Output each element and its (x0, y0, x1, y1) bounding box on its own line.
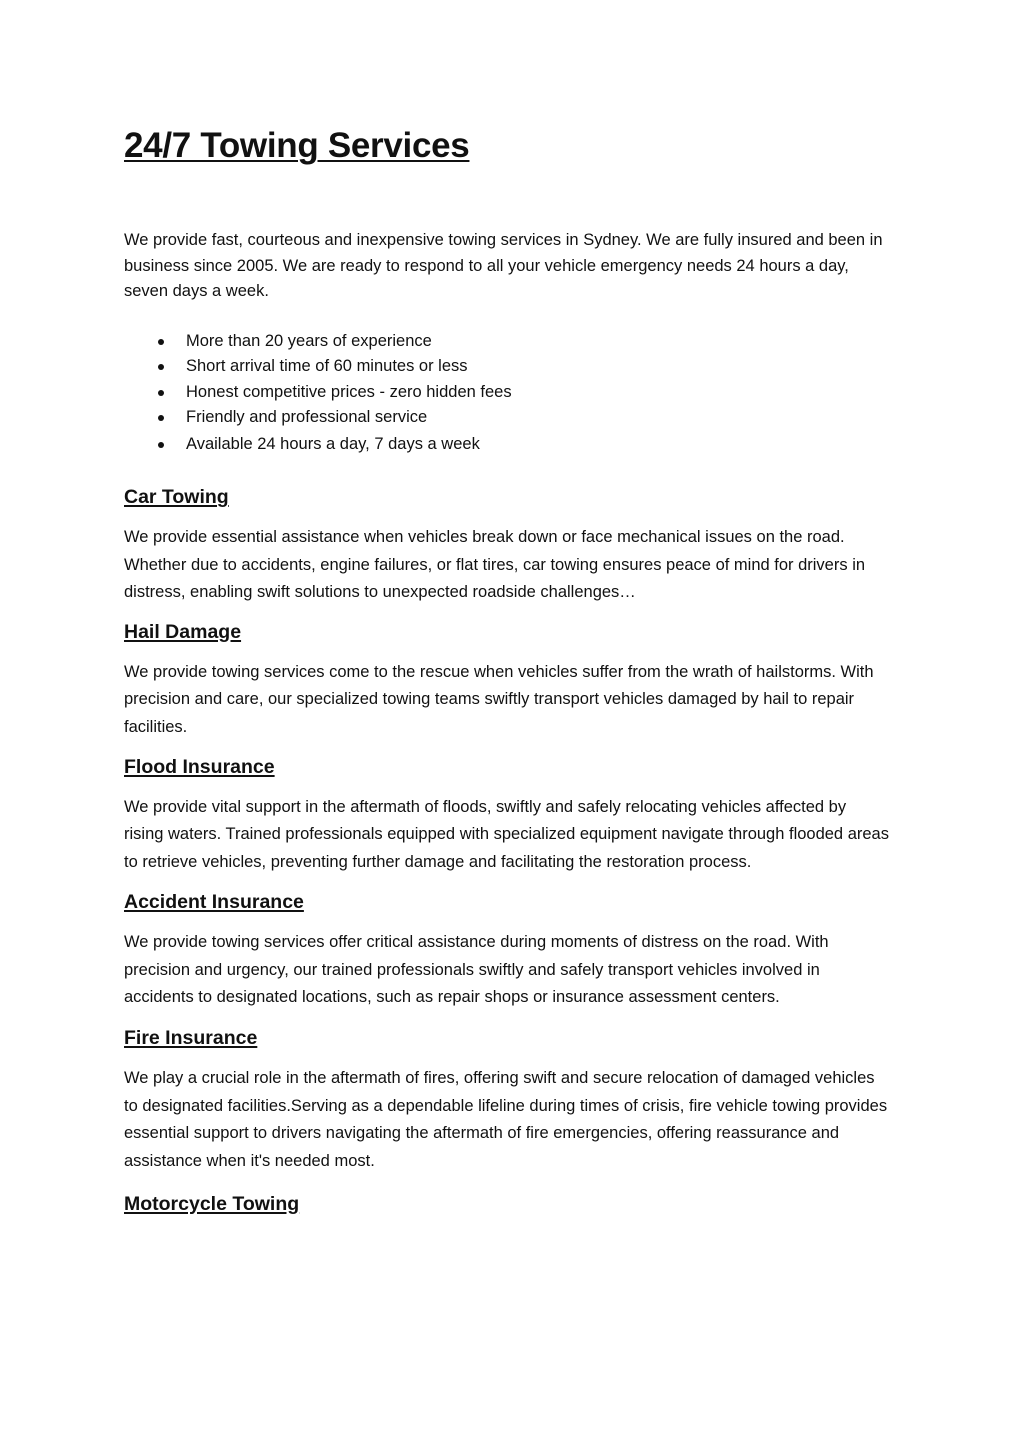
page-title: 24/7 Towing Services (124, 126, 470, 165)
section-heading: Accident Insurance (124, 891, 304, 914)
bullet-icon (158, 390, 164, 396)
document-page (124, 122, 890, 1217)
section-heading: Motorcycle Towing (124, 1192, 300, 1215)
section-accident-insurance (124, 889, 890, 1011)
intro-paragraph: We provide fast, courteous and inexpensive towing services in Sydney. We are fully insured and been in business since 2005. We are ready to respond to all your vehicle emergency needs 24 hours a day, seven days a week. (124, 231, 883, 300)
list-item-text: Available 24 hours a day, 7 days a week (186, 434, 480, 453)
section-fire-insurance (124, 1025, 890, 1175)
section-heading: Flood Insurance (124, 755, 275, 778)
section-body: We provide towing services offer critical assistance during moments of distress on the road. With precision and urgency, our trained professionals swiftly and safely transport vehicles involved in accidents to designated locations, such as repair shops or insurance assessment centers. (124, 933, 829, 1006)
list-item (186, 380, 890, 406)
section-body: We provide essential assistance when vehicles break down or face mechanical issues on the road. Whether due to accidents, engine failures, or flat tires, car towing ensures peace of mind for drivers in distress, enabling swift solutions to unexpected roadside challenges… (124, 528, 866, 602)
list-item-text: More than 20 years of experience (186, 331, 432, 350)
section-body: We play a crucial role in the aftermath of fires, offering swift and secure relocation of damaged vehicles to designated facilities.Serving as a dependable lifeline during times of crisis, fire vehicle towing provides essential support to drivers navigating the aftermath of fire emergencies, offering reassurance and assistance when it's needed most. (124, 1069, 888, 1170)
list-item (186, 405, 890, 431)
bullet-icon (158, 364, 164, 370)
bullet-icon (158, 415, 164, 421)
section-body: We provide vital support in the aftermath of floods, swiftly and safely relocating vehicles affected by rising waters. Trained professionals equipped with specialized equipment navigate through flooded areas to retrieve vehicles, preventing further damage and facilitating the restoration process. (124, 797, 889, 871)
feature-list (124, 329, 890, 458)
bullet-icon (158, 339, 164, 345)
list-item (186, 432, 890, 458)
list-item-text: Honest competitive prices - zero hidden fees (186, 382, 512, 401)
list-item-text: Short arrival time of 60 minutes or less (186, 357, 468, 376)
list-item (186, 329, 890, 355)
list-item-text: Friendly and professional service (186, 408, 428, 427)
bullet-icon (158, 442, 164, 448)
section-heading: Car Towing (124, 486, 229, 509)
list-item (186, 354, 890, 380)
section-flood-insurance (124, 754, 890, 876)
section-heading: Fire Insurance (124, 1027, 258, 1050)
section-heading: Hail Damage (124, 620, 242, 643)
section-body: We provide towing services come to the rescue when vehicles suffer from the wrath of hailstorms. With precision and care, our specialized towing teams swiftly transport vehicles damaged by hail to repair facilities. (124, 662, 874, 736)
section-motorcycle-towing (124, 1191, 890, 1217)
section-car-towing (124, 484, 890, 606)
section-hail-damage (124, 619, 890, 741)
